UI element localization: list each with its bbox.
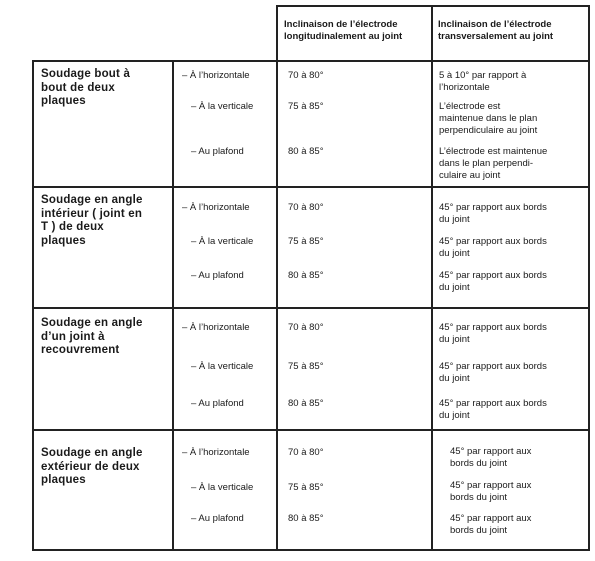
longitudinal-value: 80 à 85° bbox=[288, 270, 324, 281]
bottom-border bbox=[32, 549, 590, 551]
group-title: Soudage en angle extérieur de deux plaques bbox=[41, 447, 143, 486]
position-label: – À l’horizontale bbox=[182, 202, 250, 213]
header-transversal: Inclinaison de l’électrode transversalement au joint bbox=[438, 19, 554, 42]
header-longitudinal: Inclinaison de l’électrode longitudinalement au joint bbox=[284, 19, 403, 42]
group-title: Soudage en angle d’un joint à recouvrement bbox=[41, 317, 143, 356]
longitudinal-value: 80 à 85° bbox=[288, 146, 324, 157]
position-column-divider bbox=[276, 5, 278, 550]
longitudinal-value: 70 à 80° bbox=[288, 447, 324, 458]
position-label: – À l’horizontale bbox=[182, 70, 250, 81]
group-divider-3 bbox=[32, 429, 590, 431]
transversal-value: 45° par rapport aux bords du joint bbox=[439, 322, 547, 345]
longitudinal-value: 70 à 80° bbox=[288, 70, 324, 81]
transversal-value: L’électrode est maintenue dans le plan perpendi- culaire au joint bbox=[439, 146, 548, 181]
longitudinal-value: 70 à 80° bbox=[288, 202, 324, 213]
position-label: – À l’horizontale bbox=[182, 447, 250, 458]
longitudinal-value: 75 à 85° bbox=[288, 482, 324, 493]
longitudinal-value: 75 à 85° bbox=[288, 361, 324, 372]
transversal-value: L’électrode est maintenue dans le plan perpendiculaire au joint bbox=[439, 101, 538, 136]
transversal-value: 5 à 10° par rapport à l’horizontale bbox=[439, 70, 527, 93]
transversal-value: 45° par rapport aux bords du joint bbox=[439, 398, 547, 421]
longitudinal-value: 80 à 85° bbox=[288, 513, 324, 524]
transversal-value: 45° par rapport aux bords du joint bbox=[450, 446, 532, 469]
position-label: – Au plafond bbox=[191, 146, 244, 157]
header-bottom-border bbox=[32, 60, 590, 62]
longitudinal-value: 70 à 80° bbox=[288, 322, 324, 333]
welding-table bbox=[32, 5, 590, 550]
group-divider-2 bbox=[32, 307, 590, 309]
position-label: – Au plafond bbox=[191, 513, 244, 524]
longitudinal-value: 75 à 85° bbox=[288, 236, 324, 247]
transversal-value: 45° par rapport aux bords du joint bbox=[450, 480, 532, 503]
position-label: – À l’horizontale bbox=[182, 322, 250, 333]
position-label: – À la verticale bbox=[191, 101, 254, 112]
longitudinal-value: 80 à 85° bbox=[288, 398, 324, 409]
transversal-value: 45° par rapport aux bords du joint bbox=[439, 270, 547, 293]
top-border bbox=[276, 5, 590, 7]
position-label: – À la verticale bbox=[191, 236, 254, 247]
position-label: – À la verticale bbox=[191, 482, 254, 493]
group-column-divider bbox=[172, 60, 174, 550]
position-label: – Au plafond bbox=[191, 270, 244, 281]
group-title: Soudage bout à bout de deux plaques bbox=[41, 68, 131, 107]
right-border bbox=[588, 5, 590, 550]
left-border bbox=[32, 60, 34, 550]
transversal-value: 45° par rapport aux bords du joint bbox=[450, 513, 532, 536]
position-label: – Au plafond bbox=[191, 398, 244, 409]
position-label: – À la verticale bbox=[191, 361, 254, 372]
group-divider-1 bbox=[32, 186, 590, 188]
longitudinal-column-divider bbox=[431, 5, 433, 550]
transversal-value: 45° par rapport aux bords du joint bbox=[439, 361, 547, 384]
transversal-value: 45° par rapport aux bords du joint bbox=[439, 236, 547, 259]
group-title: Soudage en angle intérieur ( joint en T ) de deux plaques bbox=[41, 194, 143, 247]
transversal-value: 45° par rapport aux bords du joint bbox=[439, 202, 547, 225]
longitudinal-value: 75 à 85° bbox=[288, 101, 324, 112]
